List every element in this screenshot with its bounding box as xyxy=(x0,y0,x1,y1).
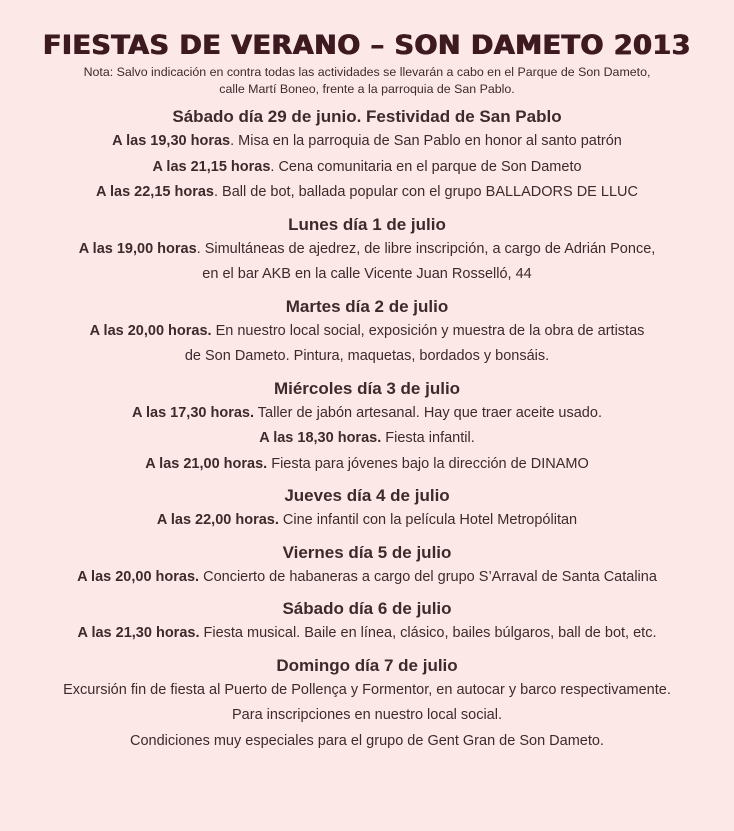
activity-text: Fiesta musical. Baile en línea, clásico, bailes búlgaros, ball de bot, etc. xyxy=(199,625,657,641)
day-section xyxy=(0,654,734,755)
activity-line xyxy=(0,426,734,452)
day-heading: Jueves día 4 de julio xyxy=(284,486,450,505)
note-line: calle Martí Boneo, frente a la parroquia de San Pablo. xyxy=(219,82,515,96)
activity-time: A las 18,30 horas. xyxy=(259,430,382,446)
activity-text: . Ball de bot, ballada popular con el grupo BALLADORS DE LLUC xyxy=(213,184,638,200)
activity-line xyxy=(0,508,734,534)
day-section xyxy=(0,484,734,534)
activity-line xyxy=(0,344,734,370)
day-heading: Miércoles día 3 de julio xyxy=(273,378,461,398)
note-line: Nota: Salvo indicación en contra todas las actividades se llevarán a cabo en el Parque de Son Dameto, xyxy=(83,65,651,79)
activity-line xyxy=(0,621,734,647)
activity-line xyxy=(0,237,734,263)
day-section xyxy=(0,377,734,478)
activity-time: A las 21,00 horas. xyxy=(145,455,268,472)
day-heading: Domingo día 7 de julio xyxy=(276,655,458,675)
activity-text: Cine infantil con la película Hotel Metropólitan xyxy=(278,512,578,528)
activity-text: . Cena comunitaria en el parque de Son Dameto xyxy=(270,158,582,175)
activity-time: A las 19,30 horas xyxy=(112,133,231,149)
activity-text: En nuestro local social, exposición y muestra de la obra de artistas xyxy=(211,322,645,339)
activity-time: A las 22,00 horas. xyxy=(156,512,279,528)
day-section xyxy=(0,597,734,647)
day-section xyxy=(0,541,734,591)
activity-time: A las 19,00 horas xyxy=(78,240,197,257)
activity-text: en el bar AKB en la calle Vicente Juan Rosselló, 44 xyxy=(202,266,532,282)
day-heading: Sábado día 6 de julio xyxy=(282,599,452,618)
activity-line xyxy=(0,452,734,478)
activity-line xyxy=(0,180,734,206)
activity-text: de Son Dameto. Pintura, maquetas, bordados y bonsáis. xyxy=(184,348,550,364)
activity-text: . Misa en la parroquia de San Pablo en honor al santo patrón xyxy=(230,133,622,149)
activity-time: A las 17,30 horas. xyxy=(132,404,255,421)
activity-time: A las 20,00 horas. xyxy=(89,322,212,339)
day-heading: Lunes día 1 de julio xyxy=(288,214,446,234)
activity-line xyxy=(0,155,734,181)
activity-line xyxy=(0,703,734,729)
activity-line xyxy=(0,401,734,427)
activity-text: Para inscripciones en nuestro local social. xyxy=(232,707,502,723)
activity-text: Fiesta infantil. xyxy=(381,430,475,446)
activity-text: Fiesta para jóvenes bajo la dirección de DINAMO xyxy=(267,455,589,472)
schedule xyxy=(0,105,734,754)
day-heading: Viernes día 5 de julio xyxy=(282,542,452,562)
activity-line xyxy=(0,262,734,288)
day-section xyxy=(0,295,734,370)
day-heading: Martes día 2 de julio xyxy=(285,296,449,316)
activity-line xyxy=(0,678,734,704)
activity-time: A las 22,15 horas xyxy=(96,184,214,200)
activity-time: A las 21,30 horas. xyxy=(77,625,200,641)
note xyxy=(0,64,734,98)
day-section xyxy=(0,213,734,288)
day-heading: Sábado día 29 de junio. Festividad de San Pablo xyxy=(172,107,562,126)
activity-line xyxy=(0,319,734,345)
activity-time: A las 20,00 horas. xyxy=(77,568,200,585)
poster-title: FIESTAS DE VERANO – SON DAMETO 2013 xyxy=(42,30,691,61)
activity-line xyxy=(0,129,734,155)
activity-time: A las 21,15 horas xyxy=(152,158,271,175)
activity-text: . Simultáneas de ajedrez, de libre inscripción, a cargo de Adrián Ponce, xyxy=(196,240,656,257)
activity-text: Condiciones muy especiales para el grupo de Gent Gran de Son Dameto. xyxy=(130,732,604,749)
day-section xyxy=(0,105,734,206)
activity-line xyxy=(0,565,734,591)
activity-text: Concierto de habaneras a cargo del grupo S’Arraval de Santa Catalina xyxy=(199,568,657,585)
activity-line xyxy=(0,729,734,755)
activity-text: Taller de jabón artesanal. Hay que traer aceite usado. xyxy=(254,404,602,421)
activity-text: Excursión fin de fiesta al Puerto de Pollença y Formentor, en autocar y barco respectivamente. xyxy=(63,681,671,698)
